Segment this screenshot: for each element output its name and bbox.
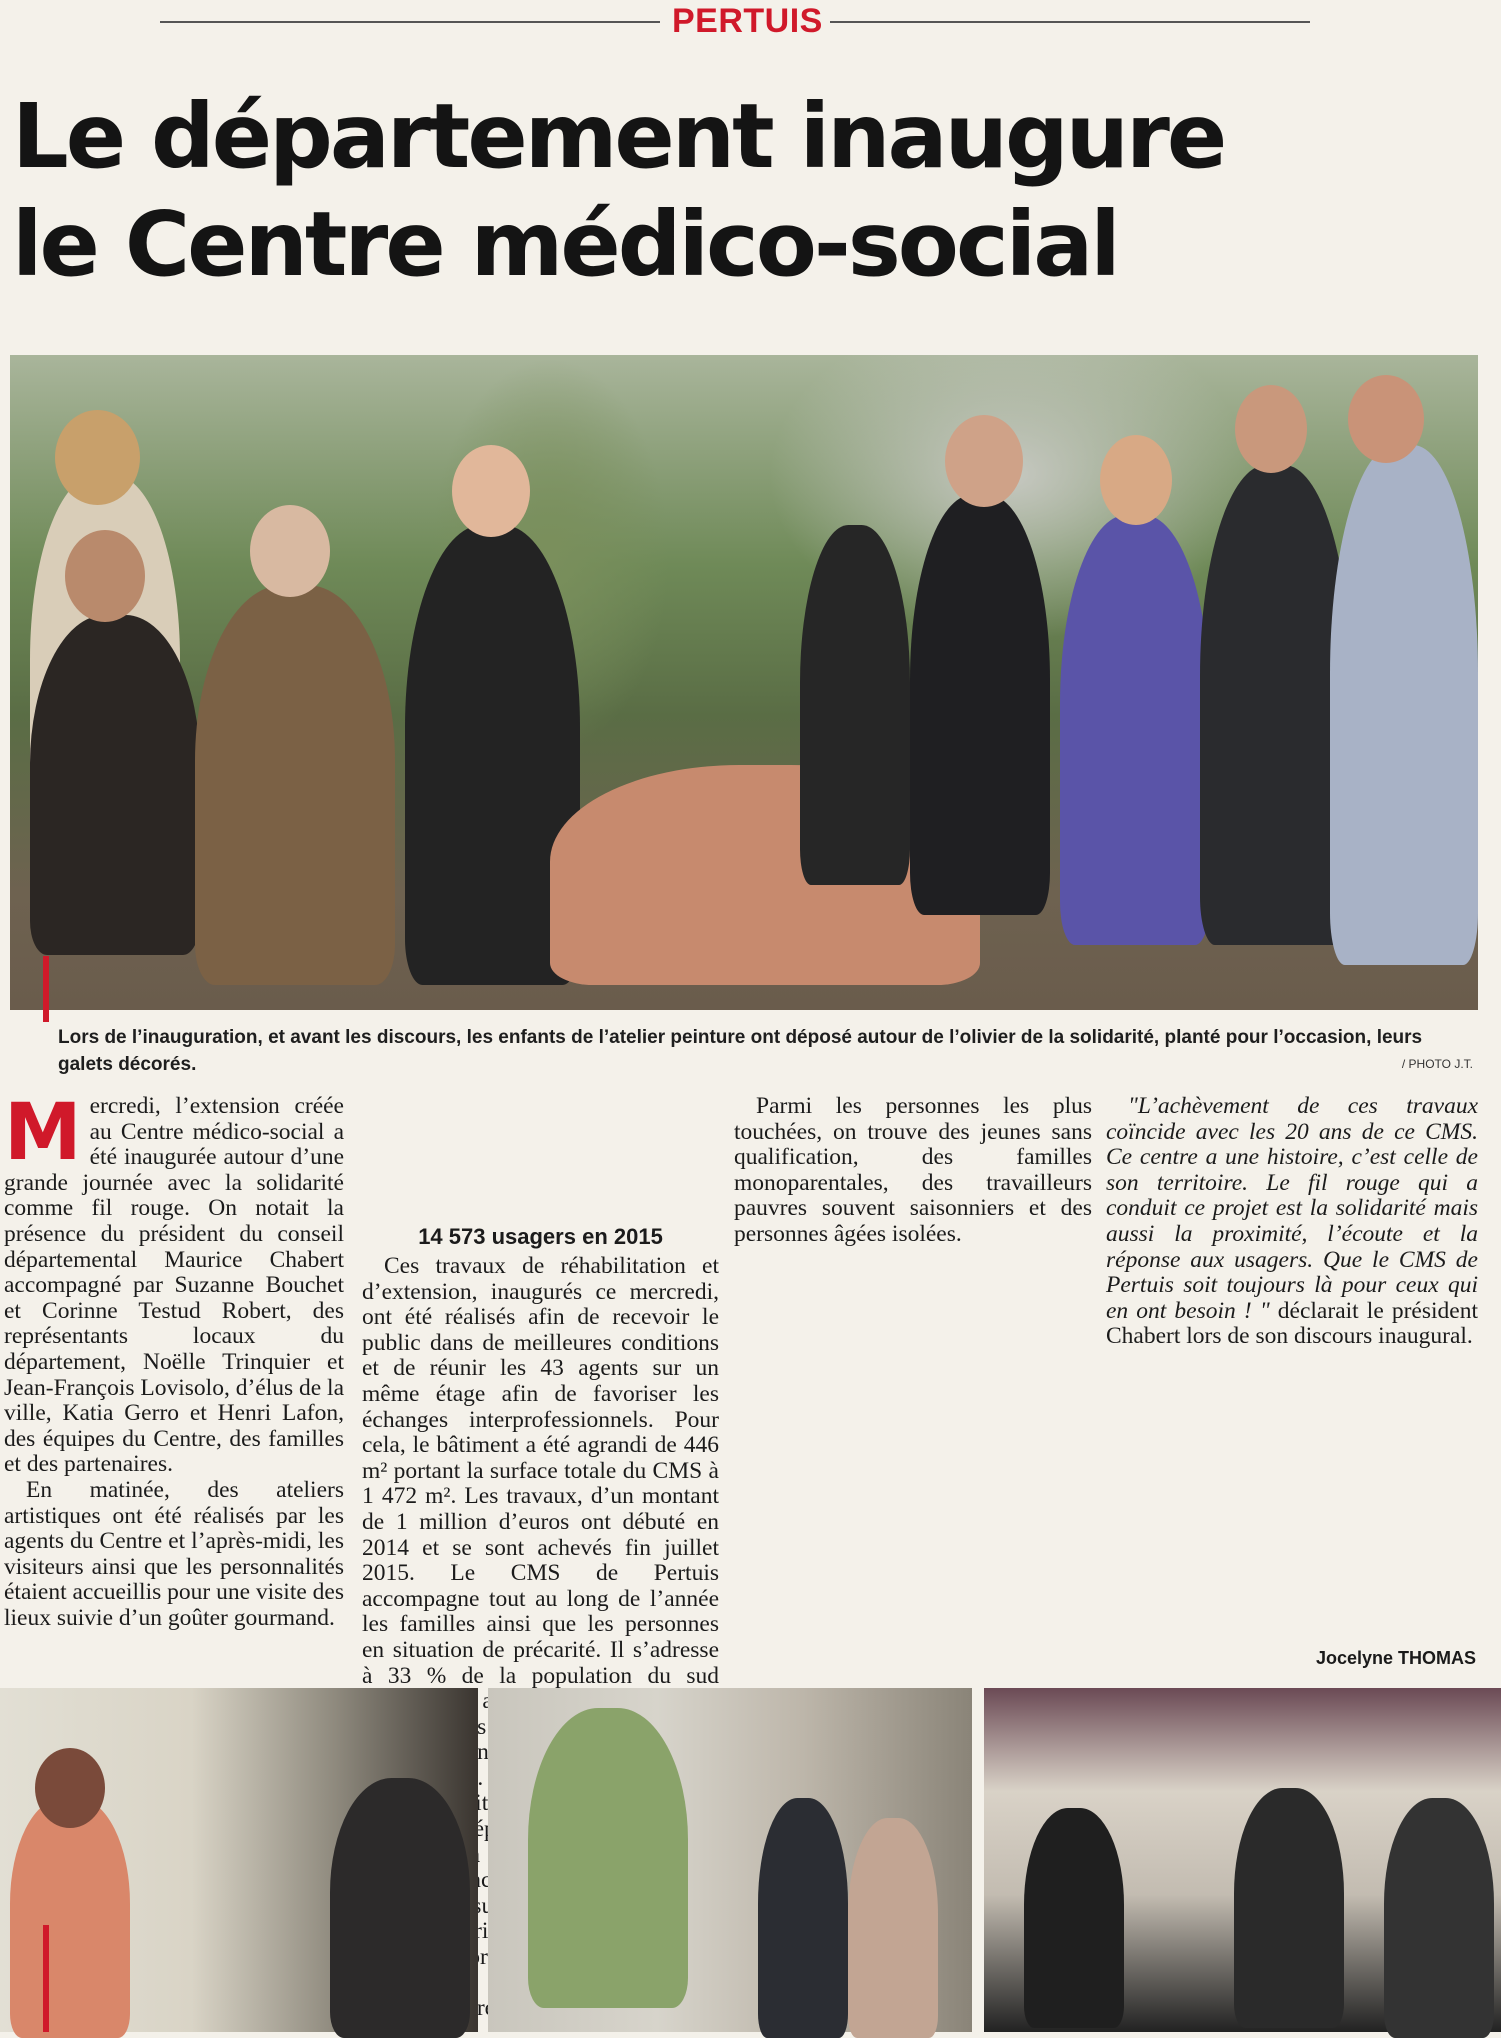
section-rule-left bbox=[160, 21, 660, 23]
article-paragraph-4: Parmi les personnes les plus touchées, on trouve des jeunes sans qualification, des familles monoparentales, des travailleurs pauvres souvent saisonniers et des personnes âgées isolées. bbox=[734, 1093, 1092, 1247]
photo-figure bbox=[55, 410, 140, 505]
photo-figure bbox=[800, 525, 910, 885]
article-author: Jocelyne THOMAS bbox=[1315, 1648, 1476, 1668]
article-column-1 bbox=[4, 1088, 345, 1674]
bottom-photo-1 bbox=[0, 1688, 478, 2032]
photo-figure bbox=[1100, 435, 1172, 525]
photo-figure bbox=[1200, 465, 1350, 945]
photo-figure bbox=[1234, 1788, 1344, 2028]
article-paragraph-3: Ces travaux de réhabilitation et d’extension, inaugurés ce mercredi, ont été réalisés afin de recevoir le public dans de meilleures conditions et de réunir les 43 agents sur un même étage afin de favoriser les échanges interprofessionnels. Pour cela, le bâtiment a été agrandi de 446 m² portant la surface totale du CMS à 1 472 m². Les travaux, d’un montant de 1 million d’euros ont débuté en 2014 et se sont achevés fin juillet 2015. Le CMS de Pertuis accompagne tout au long de l’année les familles ainsi que les personnes en situation de précarité. Il s’adresse à 33 % de la population du sud sur bbox=[362, 1253, 719, 1919]
photo-figure bbox=[10, 1798, 130, 2038]
photo-figure bbox=[528, 1708, 688, 2008]
photo-figure bbox=[945, 415, 1023, 507]
section-rule-right bbox=[830, 21, 1310, 23]
dropcap: M bbox=[4, 1088, 82, 1178]
section-label: PERTUIS bbox=[672, 2, 823, 40]
photo-figure bbox=[1024, 1808, 1124, 2028]
photo-caption: Lors de l’inauguration, et avant les discours, les enfants de l’atelier peinture ont déposé autour de l’olivier de la solidarité, planté pour l’occasion, leurs galets décorés. bbox=[58, 1027, 1423, 1075]
article-quote-attribution: déclarait le président Chabert lors de son discours inaugural. bbox=[1106, 1297, 1478, 1350]
photo-figure bbox=[1330, 445, 1478, 965]
photo-figure bbox=[1348, 375, 1424, 463]
photo-figure bbox=[758, 1798, 848, 2038]
bottom-accent-bar bbox=[43, 1925, 49, 2032]
article-paragraph-1: ercredi, l’extension créée au Centre médico-social a été inaugurée autour d’une grande journée avec la solidarité comme fil rouge. On notait la présence du président du conseil départemental Maurice Chabert accompagné par Suzanne Bouchet et Corinne Testud Robert, des représentants locaux du département, Noëlle Trinquier et Jean-François Lovisolo, d’élus de la ville, Katia Gerro et Henri Lafon, des équipes du Centre, des familles et des partenaires. bbox=[4, 1093, 345, 1478]
headline-line-2: le Centre médico-social bbox=[12, 192, 1118, 296]
headline bbox=[12, 82, 1472, 298]
photo-figure bbox=[35, 1748, 105, 1828]
photo-figure bbox=[65, 530, 145, 622]
photo-figure bbox=[910, 495, 1050, 915]
article-paragraph-2: En matinée, des ateliers artistiques ont été réalisés par les agents du Centre et l’après-midi, les visiteurs ainsi que les personnalités étaient accueillis pour une visite des lieux suivie d’un goûter gourmand. bbox=[4, 1476, 344, 1631]
bottom-photo-2 bbox=[488, 1688, 972, 2032]
headline-line-1: Le département inaugure bbox=[12, 84, 1225, 188]
article-column-4 bbox=[1106, 1094, 1478, 1674]
photo-credit: / PHOTO J.T. bbox=[1401, 1057, 1473, 1071]
article-quote: "L’achèvement de ces travaux coïncide avec les 20 ans de ce CMS. Ce centre a une histoire, c’est celle de son territoire. Le fil rouge qui a conduit ce projet est la solidarité mais aussi la proximité, l’écoute et la réponse aux usagers. Que le CMS de Pertuis soit toujours là pour ceux qui en ont besoin ! " bbox=[1106, 1093, 1478, 1324]
photo-figure bbox=[1235, 385, 1307, 473]
photo-figure bbox=[330, 1778, 470, 2038]
main-photo bbox=[10, 355, 1478, 1010]
caption-accent-bar bbox=[43, 956, 49, 1022]
article-column-3 bbox=[734, 1094, 1092, 1674]
photo-figure bbox=[1060, 515, 1210, 945]
article-column-2 bbox=[362, 1094, 719, 1919]
photo-figure bbox=[195, 585, 395, 985]
photo-figure bbox=[250, 505, 330, 597]
bottom-photo-3 bbox=[984, 1688, 1501, 2032]
photo-figure bbox=[1384, 1798, 1494, 2038]
photo-figure bbox=[30, 615, 200, 955]
photo-figure bbox=[848, 1818, 938, 2038]
photo-figure bbox=[452, 445, 530, 537]
article-subhead: 14 573 usagers en 2015 bbox=[418, 1224, 663, 1249]
